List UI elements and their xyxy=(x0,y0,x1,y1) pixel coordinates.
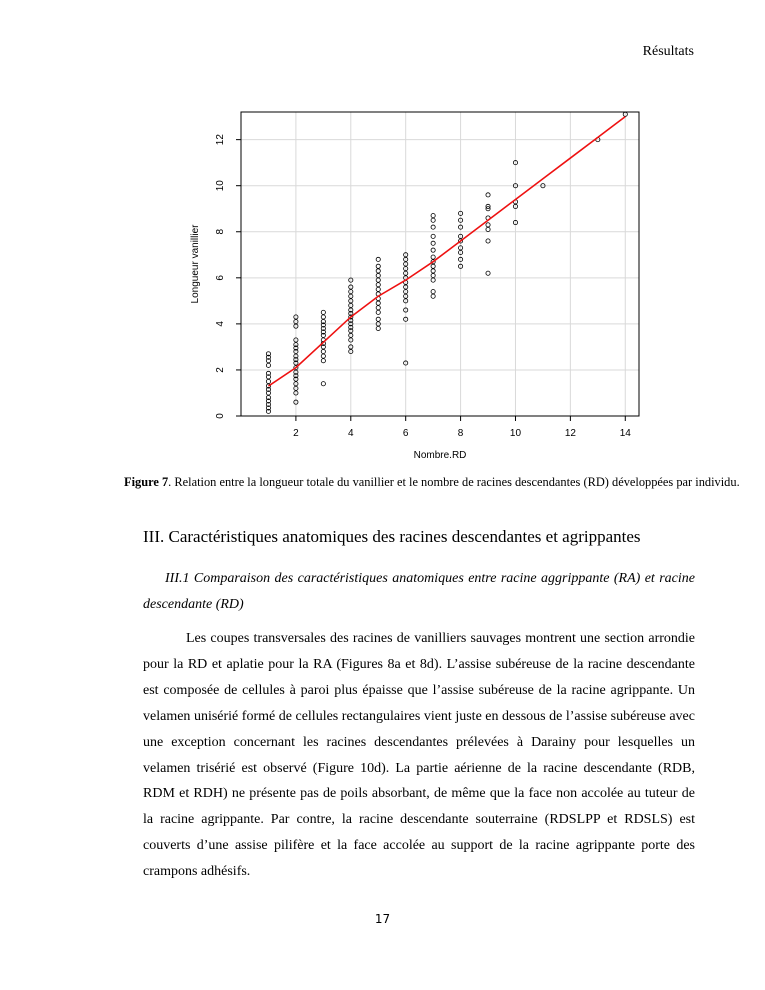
data-point xyxy=(431,214,435,218)
data-point xyxy=(431,264,435,268)
data-point xyxy=(321,349,325,353)
y-tick-label: 12 xyxy=(215,134,226,146)
data-point xyxy=(321,310,325,314)
data-point xyxy=(431,218,435,222)
data-point xyxy=(376,283,380,287)
data-point xyxy=(431,269,435,273)
figure-caption xyxy=(124,474,740,490)
figure-caption-text: . Relation entre la longueur totale du vanillier et le nombre de racines descendantes (RD) développées par individu. xyxy=(168,475,740,489)
x-tick-label: 12 xyxy=(564,428,576,439)
data-point xyxy=(431,290,435,294)
x-tick-label: 2 xyxy=(293,428,299,439)
data-point xyxy=(376,269,380,273)
y-tick-label: 0 xyxy=(215,413,226,419)
data-point xyxy=(266,379,270,383)
data-point xyxy=(266,363,270,367)
data-point xyxy=(321,315,325,319)
y-tick-label: 6 xyxy=(215,275,226,281)
section-heading: III. Caractéristiques anatomiques des racines descendantes et agrippantes xyxy=(143,527,641,546)
chart-axes xyxy=(215,134,631,439)
body-paragraph: Les coupes transversales des racines de vanilliers sauvages montrent une section arrondie pour la RD et aplatie pour la RA (Figures 8a et 8d). L’assise subéreuse de la racine descendante est composée de cellules à paroi plus épaisse que l’assise subéreuse de la racine agrippante. Un velamen unisérié formé de cellules rectangulaires vient juste en dessous de l’assise subéreuse avec une exception concernant les racines descendantes prélevées à Darainy pour lesquelles un velamen trisérié est observé (Figure 10d). La partie aérienne de la racine descendante (RDB, RDM et RDH) ne présente pas de poils absorbant, de même que la face non accolée au tuteur de la racine agrippante. Par contre, la racine descendante souterraine (RDSLPP et RDSLS) est couverts d’une assise pilifère et la face accolée au support de la racine agrippante porte des crampons adhésifs. xyxy=(143,631,695,880)
data-point xyxy=(376,301,380,305)
data-point xyxy=(376,310,380,314)
data-point xyxy=(376,273,380,277)
chart-grid xyxy=(241,112,639,416)
data-point xyxy=(486,223,490,227)
data-point xyxy=(376,317,380,321)
figure-label: Figure 7 xyxy=(124,475,169,489)
data-point xyxy=(486,227,490,231)
y-tick-label: 2 xyxy=(215,367,226,373)
data-point xyxy=(431,255,435,259)
x-tick-label: 14 xyxy=(619,428,631,439)
data-point xyxy=(431,234,435,238)
x-axis-title: Nombre.RD xyxy=(413,450,467,461)
data-point xyxy=(431,225,435,229)
data-point xyxy=(321,354,325,358)
data-point xyxy=(376,257,380,261)
data-point xyxy=(376,278,380,282)
data-point xyxy=(431,278,435,282)
data-point xyxy=(431,294,435,298)
x-tick-label: 6 xyxy=(402,428,409,439)
data-point xyxy=(486,271,490,275)
y-axis-title: Longueur vanillier xyxy=(190,224,201,304)
data-point xyxy=(376,306,380,310)
data-point xyxy=(376,326,380,330)
x-tick-label: 8 xyxy=(457,428,464,439)
x-tick-label: 10 xyxy=(509,428,522,439)
data-points xyxy=(266,112,627,413)
y-tick-label: 10 xyxy=(215,180,226,192)
y-tick-label: 8 xyxy=(215,228,226,235)
data-point xyxy=(431,248,435,252)
subsection-heading: III.1 Comparaison des caractéristiques anatomiques entre racine aggrippante (RA) et racine descendante (RD) xyxy=(143,571,695,612)
data-point xyxy=(486,193,490,197)
running-header: Résultats xyxy=(642,44,694,59)
scatter-chart xyxy=(180,100,650,470)
x-tick-label: 4 xyxy=(348,428,354,439)
data-point xyxy=(431,273,435,277)
data-point xyxy=(376,264,380,268)
y-tick-label: 4 xyxy=(215,321,226,327)
data-point xyxy=(376,287,380,291)
page-number: 17 xyxy=(374,912,391,926)
data-point xyxy=(486,239,490,243)
data-point xyxy=(431,241,435,245)
data-point xyxy=(321,382,325,386)
data-point xyxy=(321,359,325,363)
